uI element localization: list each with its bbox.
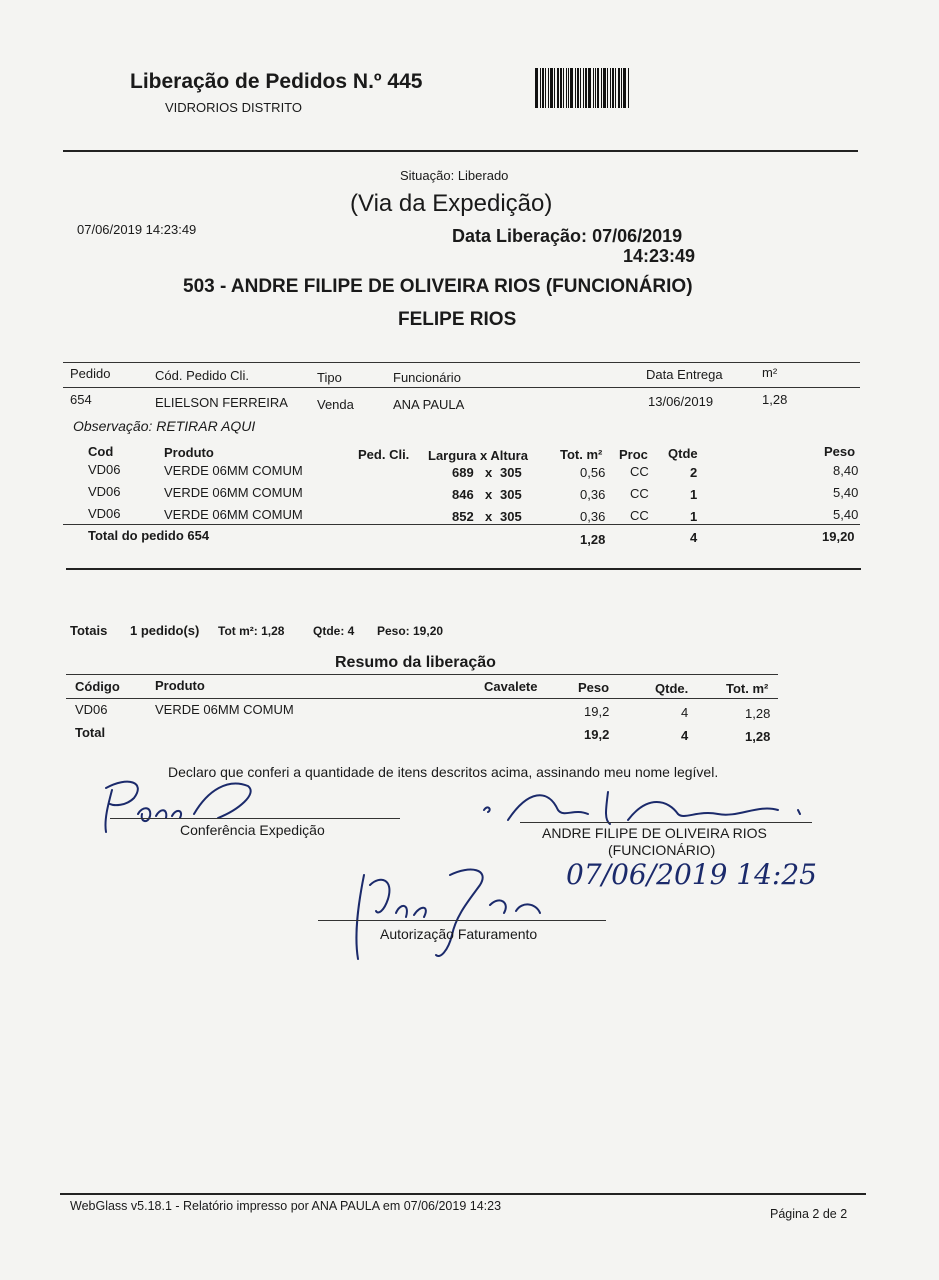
funcionario-role: (FUNCIONÁRIO) xyxy=(608,842,716,858)
barcode-image xyxy=(535,68,655,108)
item-x: x xyxy=(485,487,493,502)
order-table-header-rule xyxy=(63,387,860,388)
barcode-bar xyxy=(554,68,555,108)
item-qtde: 1 xyxy=(690,487,698,502)
item-altura: 305 xyxy=(500,465,522,480)
items-col-proc: Proc xyxy=(619,447,648,462)
barcode-bar xyxy=(595,68,596,108)
order-cod-cli: ELIELSON FERREIRA xyxy=(155,395,288,410)
order-table-top-rule xyxy=(63,362,860,363)
items-total-m2: 1,28 xyxy=(580,532,606,547)
summary-col-codigo: Código xyxy=(75,679,120,694)
item-cod: VD06 xyxy=(88,484,121,499)
summary-tot-m2: 1,28 xyxy=(745,706,771,721)
footer-page-number: Página 2 de 2 xyxy=(770,1207,848,1221)
barcode-bar xyxy=(588,68,591,108)
item-produto: VERDE 06MM COMUM xyxy=(164,507,303,522)
summary-total-m2: 1,28 xyxy=(745,729,771,744)
col-funcionario: Funcionário xyxy=(393,370,461,385)
release-date-value: 07/06/2019 xyxy=(592,226,683,246)
release-date-label: Data Liberação: xyxy=(452,226,588,246)
summary-total-label: Total xyxy=(75,725,106,740)
totals-qtde: Qtde: 4 xyxy=(313,624,355,638)
barcode-bar xyxy=(557,68,559,108)
items-col-qtde: Qtde xyxy=(668,446,698,461)
barcode-bar xyxy=(568,68,569,108)
item-x: x xyxy=(485,509,493,524)
header-divider xyxy=(63,150,858,152)
summary-col-qtde: Qtde. xyxy=(655,681,689,696)
items-col-dims: Largura x Altura xyxy=(428,448,528,463)
barcode-bar xyxy=(612,68,614,108)
item-tot-m2: 0,56 xyxy=(580,465,606,480)
summary-col-peso: Peso xyxy=(578,680,610,695)
item-produto: VERDE 06MM COMUM xyxy=(164,463,303,478)
autorizacao-signature-line xyxy=(318,920,606,921)
summary-header-rule xyxy=(66,698,778,699)
funcionario-name: ANDRE FILIPE DE OLIVEIRA RIOS xyxy=(542,825,767,841)
company-name: VIDRORIOS DISTRITO xyxy=(165,100,302,115)
declaration-text: Declaro que conferi a quantidade de itens descritos acima, assinando meu nome legível. xyxy=(168,764,719,780)
barcode-bar xyxy=(560,68,562,108)
barcode-bar xyxy=(563,68,564,108)
barcode-bar xyxy=(566,68,567,108)
barcode-bar xyxy=(593,68,594,108)
totals-peso: Peso: 19,20 xyxy=(377,624,444,638)
barcode-bar xyxy=(601,68,602,108)
document-title: Liberação de Pedidos N.º 445 xyxy=(130,70,423,93)
release-date xyxy=(452,226,682,247)
barcode-bar xyxy=(542,68,544,108)
summary-col-cavalete: Cavalete xyxy=(484,679,538,694)
item-qtde: 2 xyxy=(690,465,698,480)
footer-divider xyxy=(60,1193,866,1195)
barcode-bar xyxy=(575,68,576,108)
summary-qtde: 4 xyxy=(681,705,689,720)
item-largura: 689 xyxy=(452,465,474,480)
summary-title: Resumo da liberação xyxy=(335,654,496,671)
client-short-name: FELIPE RIOS xyxy=(398,309,517,330)
barcode-bar xyxy=(585,68,587,108)
printed-timestamp: 07/06/2019 14:23:49 xyxy=(77,222,197,237)
item-tot-m2: 0,36 xyxy=(580,487,606,502)
totals-pedidos: 1 pedido(s) xyxy=(130,623,200,638)
item-x: x xyxy=(485,465,493,480)
barcode-bar xyxy=(628,68,629,108)
situation-label: Situação: Liberado xyxy=(400,168,509,183)
item-cod: VD06 xyxy=(88,462,121,477)
barcode-bar xyxy=(610,68,611,108)
summary-top-rule xyxy=(66,674,778,675)
order-observation: Observação: RETIRAR AQUI xyxy=(73,418,256,434)
item-tot-m2: 0,36 xyxy=(580,509,606,524)
item-proc: CC xyxy=(630,464,649,479)
item-proc: CC xyxy=(630,508,649,523)
conferencia-label: Conferência Expedição xyxy=(180,822,325,838)
via-title: (Via da Expedição) xyxy=(350,190,553,217)
item-largura: 852 xyxy=(452,509,474,524)
release-time: 14:23:49 xyxy=(623,246,696,266)
summary-produto: VERDE 06MM COMUM xyxy=(155,702,294,717)
funcionario-signature-line xyxy=(520,822,812,823)
col-cod-pedido-cli: Cód. Pedido Cli. xyxy=(155,368,249,383)
summary-col-tot-m2: Tot. m² xyxy=(726,681,769,696)
summary-total-peso: 19,2 xyxy=(584,727,610,742)
items-col-produto: Produto xyxy=(164,445,214,460)
items-total-rule xyxy=(63,524,860,525)
totals-m2: Tot m²: 1,28 xyxy=(218,624,285,638)
order-pedido: 654 xyxy=(70,392,92,407)
items-col-peso: Peso xyxy=(824,444,856,459)
item-largura: 846 xyxy=(452,487,474,502)
items-total-peso: 19,20 xyxy=(822,529,855,544)
barcode-bar xyxy=(535,68,538,108)
order-tipo: Venda xyxy=(317,397,354,412)
barcode-bar xyxy=(577,68,579,108)
barcode-bar xyxy=(615,68,616,108)
barcode-bar xyxy=(545,68,546,108)
handwritten-date: 07/06/2019 14:25 xyxy=(566,858,817,891)
item-produto: VERDE 06MM COMUM xyxy=(164,485,303,500)
items-bottom-rule xyxy=(66,568,861,570)
barcode-bar xyxy=(597,68,599,108)
items-col-ped-cli: Ped. Cli. xyxy=(358,447,410,462)
item-proc: CC xyxy=(630,486,649,501)
item-altura: 305 xyxy=(500,509,522,524)
client-line: 503 - ANDRE FILIPE DE OLIVEIRA RIOS (FUNCIONÁRIO) xyxy=(183,276,693,297)
items-col-tot-m2: Tot. m² xyxy=(560,447,603,462)
barcode-bar xyxy=(623,68,626,108)
order-funcionario: ANA PAULA xyxy=(393,397,465,412)
summary-col-produto: Produto xyxy=(155,678,205,693)
order-data-entrega: 13/06/2019 xyxy=(648,394,714,409)
col-data-entrega: Data Entrega xyxy=(646,367,723,382)
summary-codigo: VD06 xyxy=(75,702,108,717)
barcode-bar xyxy=(540,68,541,108)
summary-peso: 19,2 xyxy=(584,704,610,719)
items-col-cod: Cod xyxy=(88,444,114,459)
barcode-bar xyxy=(607,68,608,108)
barcode-bar xyxy=(548,68,549,108)
barcode-bar xyxy=(603,68,606,108)
barcode-bar xyxy=(580,68,581,108)
items-total-label: Total do pedido 654 xyxy=(88,528,210,543)
barcode-bar xyxy=(550,68,553,108)
barcode-bar xyxy=(583,68,584,108)
item-altura: 305 xyxy=(500,487,522,502)
barcode-bar xyxy=(621,68,622,108)
item-cod: VD06 xyxy=(88,506,121,521)
footer-report-info: WebGlass v5.18.1 - Relatório impresso por ANA PAULA em 07/06/2019 14:23 xyxy=(70,1199,502,1213)
item-qtde: 1 xyxy=(690,509,698,524)
conferencia-signature-line xyxy=(110,818,400,819)
item-peso: 5,40 xyxy=(833,485,859,500)
item-peso: 5,40 xyxy=(833,507,859,522)
col-tipo: Tipo xyxy=(317,370,342,385)
col-m2: m² xyxy=(762,365,778,380)
barcode-bar xyxy=(618,68,620,108)
autorizacao-signature xyxy=(340,855,560,965)
autorizacao-label: Autorização Faturamento xyxy=(380,926,538,942)
barcode-bar xyxy=(570,68,573,108)
order-m2: 1,28 xyxy=(762,392,788,407)
summary-total-qtde: 4 xyxy=(681,728,689,743)
items-total-qtde: 4 xyxy=(690,530,698,545)
totals-label: Totais xyxy=(70,623,108,638)
col-pedido: Pedido xyxy=(70,366,111,381)
item-peso: 8,40 xyxy=(833,463,859,478)
